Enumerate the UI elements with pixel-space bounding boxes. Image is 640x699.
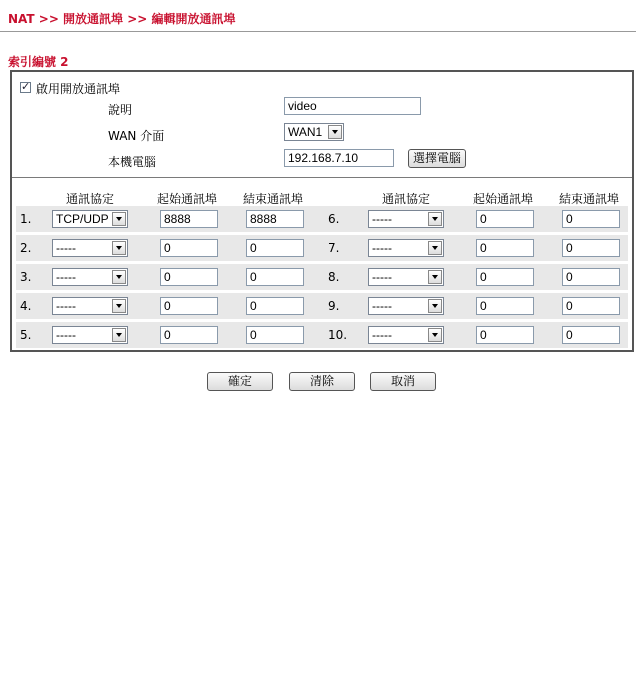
protocol-select[interactable]: [52, 239, 128, 257]
protocol-value: -----: [56, 270, 76, 284]
local-pc-input[interactable]: 192.168.7.10: [284, 149, 394, 167]
divider: [0, 31, 636, 32]
start-port-input[interactable]: 0: [160, 239, 218, 257]
table-row: [16, 293, 628, 319]
clear-button[interactable]: 清除: [289, 372, 355, 391]
protocol-value: -----: [372, 328, 392, 342]
enable-checkbox[interactable]: [20, 82, 31, 93]
wan-label: WAN 介面: [108, 129, 165, 143]
protocol-select[interactable]: [52, 210, 128, 228]
row-number: 5.: [20, 328, 32, 342]
protocol-select[interactable]: [52, 326, 128, 344]
start-port-input[interactable]: 8888: [160, 210, 218, 228]
protocol-select[interactable]: [368, 326, 444, 344]
header-protocol-right: 通訊協定: [381, 192, 430, 206]
row-number: 1.: [20, 212, 32, 226]
chevron-down-icon: [428, 212, 442, 226]
start-port-input[interactable]: 0: [476, 297, 534, 315]
header-end-left: 結束通訊埠: [242, 192, 303, 206]
start-port-input[interactable]: 0: [160, 268, 218, 286]
row-number: 8.: [328, 270, 340, 284]
protocol-value: -----: [372, 241, 392, 255]
ok-button[interactable]: 確定: [207, 372, 273, 391]
protocol-select[interactable]: [368, 239, 444, 257]
chevron-down-icon: [112, 241, 126, 255]
protocol-value: -----: [372, 299, 392, 313]
start-port-input[interactable]: 0: [476, 268, 534, 286]
protocol-value: TCP/UDP: [56, 212, 109, 226]
row-number: 3.: [20, 270, 32, 284]
chevron-down-icon: [428, 328, 442, 342]
protocol-value: -----: [372, 212, 392, 226]
protocol-value: -----: [56, 328, 76, 342]
choose-pc-button[interactable]: 選擇電腦: [408, 149, 466, 168]
end-port-input[interactable]: 0: [246, 268, 304, 286]
index-title: 索引編號 2: [8, 55, 69, 69]
comment-input[interactable]: video: [284, 97, 421, 115]
end-port-input[interactable]: 0: [246, 239, 304, 257]
header-end-right: 結束通訊埠: [558, 192, 619, 206]
row-number: 6.: [328, 212, 340, 226]
start-port-input[interactable]: 0: [160, 297, 218, 315]
start-port-input[interactable]: 0: [476, 210, 534, 228]
end-port-input[interactable]: 0: [562, 268, 620, 286]
start-port-input[interactable]: 0: [476, 326, 534, 344]
local-pc-label: 本機電腦: [108, 155, 157, 169]
table-row: [16, 235, 628, 261]
enable-label: 啟用開放通訊埠: [36, 82, 121, 96]
chevron-down-icon: [112, 270, 126, 284]
chevron-down-icon: [112, 299, 126, 313]
protocol-select[interactable]: [368, 297, 444, 315]
protocol-value: -----: [372, 270, 392, 284]
end-port-input[interactable]: 0: [562, 297, 620, 315]
protocol-select[interactable]: [368, 210, 444, 228]
section-divider: [12, 177, 632, 178]
breadcrumb: NAT >> 開放通訊埠 >> 編輯開放通訊埠: [8, 12, 236, 26]
start-port-input[interactable]: 0: [160, 326, 218, 344]
end-port-input[interactable]: 0: [562, 210, 620, 228]
end-port-input[interactable]: 0: [246, 326, 304, 344]
header-start-right: 起始通訊埠: [472, 192, 533, 206]
start-port-input[interactable]: 0: [476, 239, 534, 257]
table-row: [16, 264, 628, 290]
chevron-down-icon: [428, 270, 442, 284]
header-start-left: 起始通訊埠: [156, 192, 217, 206]
wan-select[interactable]: [284, 123, 344, 141]
protocol-value: -----: [56, 241, 76, 255]
chevron-down-icon: [428, 241, 442, 255]
protocol-select[interactable]: [368, 268, 444, 286]
protocol-select[interactable]: [52, 297, 128, 315]
protocol-value: -----: [56, 299, 76, 313]
row-number: 7.: [328, 241, 340, 255]
port-forward-panel: [10, 70, 634, 352]
chevron-down-icon: [328, 125, 342, 139]
cancel-button[interactable]: 取消: [370, 372, 436, 391]
end-port-input[interactable]: 8888: [246, 210, 304, 228]
row-number: 2.: [20, 241, 32, 255]
chevron-down-icon: [428, 299, 442, 313]
table-row: [16, 322, 628, 348]
row-number: 10.: [328, 328, 348, 342]
table-row: [16, 206, 628, 232]
protocol-select[interactable]: [52, 268, 128, 286]
row-number: 9.: [328, 299, 340, 313]
chevron-down-icon: [112, 328, 126, 342]
row-number: 4.: [20, 299, 32, 313]
wan-select-value: WAN1: [288, 125, 323, 139]
end-port-input[interactable]: 0: [562, 239, 620, 257]
header-protocol-left: 通訊協定: [65, 192, 114, 206]
end-port-input[interactable]: 0: [562, 326, 620, 344]
end-port-input[interactable]: 0: [246, 297, 304, 315]
chevron-down-icon: [112, 212, 126, 226]
comment-label: 說明: [108, 103, 133, 117]
